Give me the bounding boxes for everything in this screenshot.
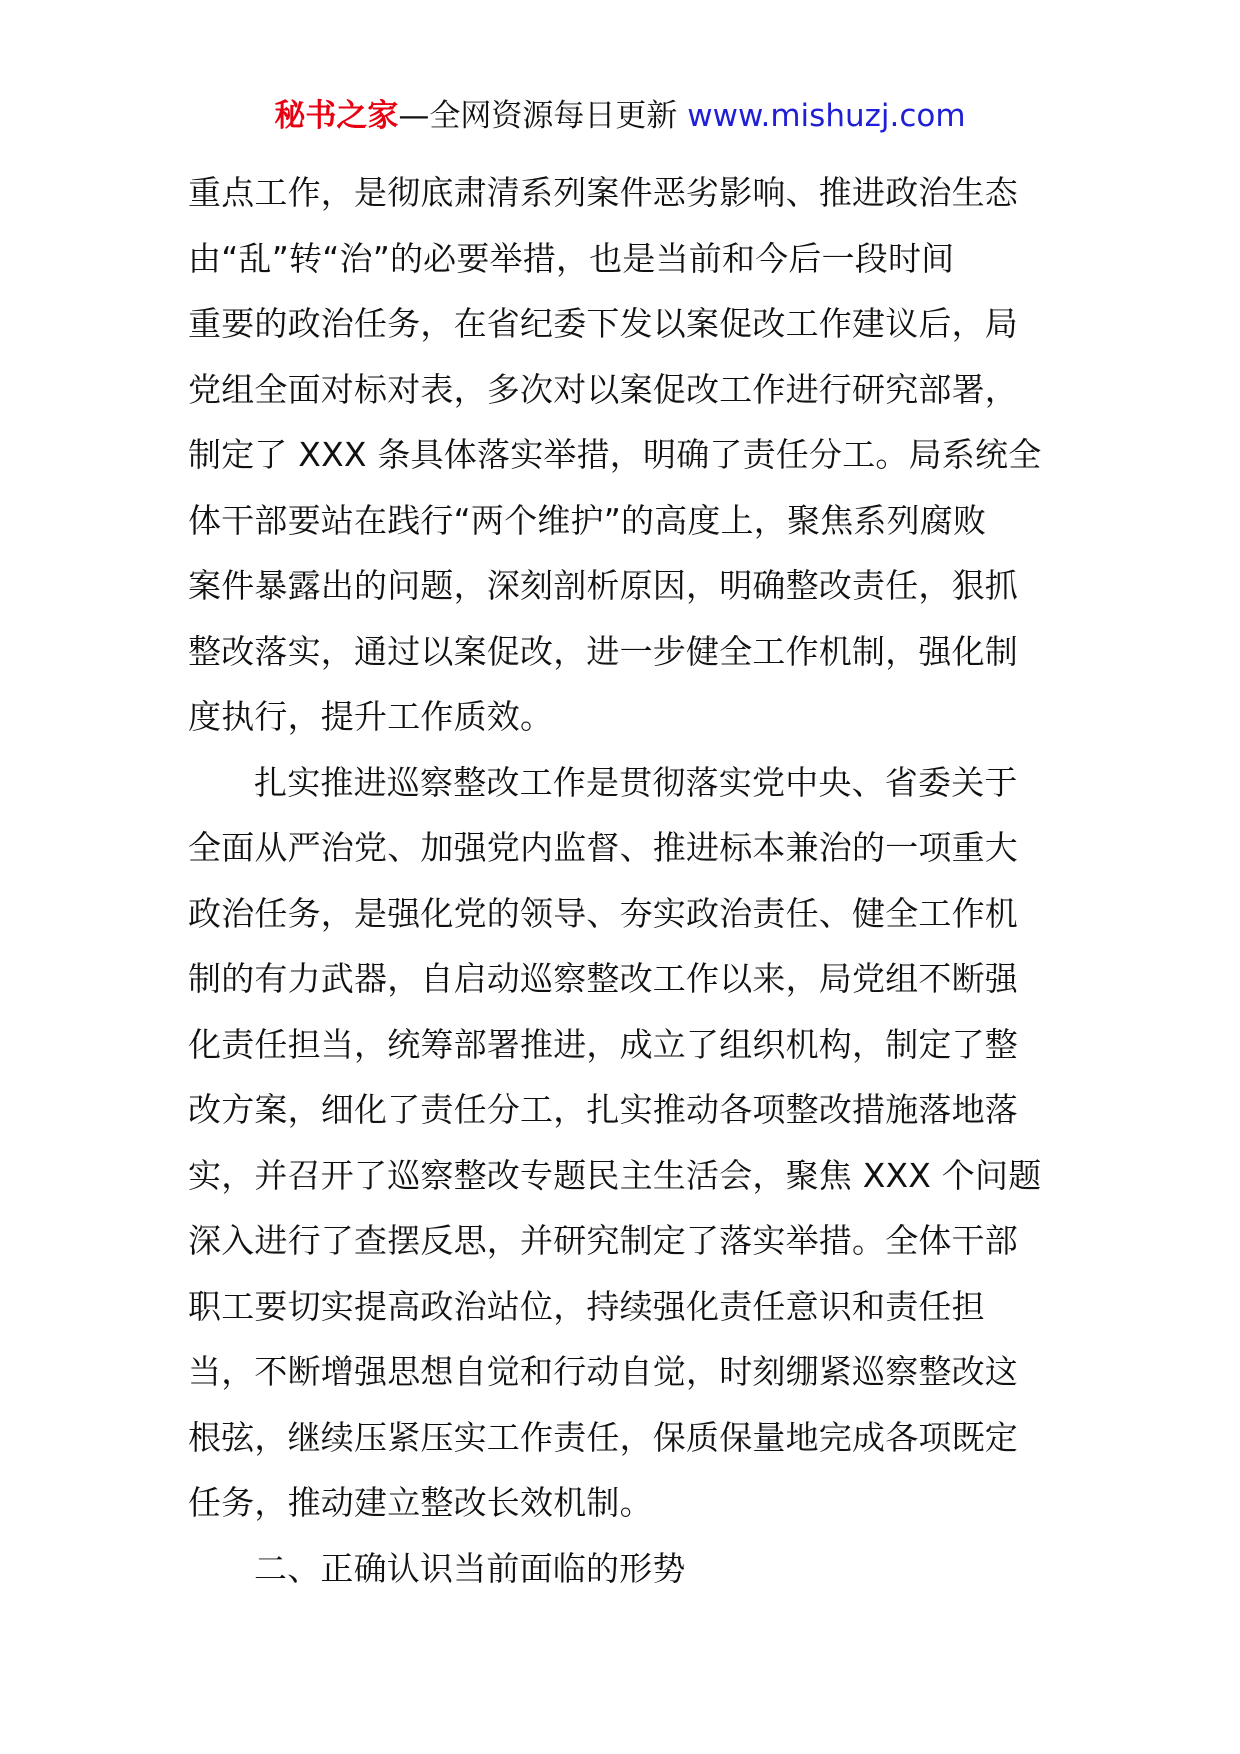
site-brand: 秘书之家 — [274, 98, 399, 134]
site-slogan: —全网资源每日更新 — [398, 98, 678, 134]
paragraph-first-line: 扎实推进巡察整改工作是贯彻落实党中央、省委关于 — [254, 762, 1018, 802]
text-line: 整改落实，通过以案促改，进一步健全工作机制，强化制 — [188, 631, 1018, 671]
site-url: www.mishuzj.com — [687, 98, 966, 134]
text-line: 改方案，细化了责任分工，扎实推动各项整改措施落地落 — [188, 1090, 1018, 1129]
text-line: 制的有力武器，自启动巡察整改工作以来，局党组不断强 — [188, 959, 1018, 998]
text-line: 制定了 XXX 条具体落实举措，明确了责任分工。局系统全 — [188, 435, 1042, 474]
text-line: 度执行，提升工作质效。 — [188, 697, 554, 736]
text-line: 全面从严治党、加强党内监督、推进标本兼治的一项重大 — [188, 828, 1018, 867]
text-line: 当，不断增强思想自觉和行动自觉，时刻绷紧巡察整改这 — [188, 1352, 1018, 1391]
text-line: 任务，推动建立整改长效机制。 — [188, 1483, 653, 1522]
text-line: 由“乱”转“治”的必要举措，也是当前和今后一段时间 — [188, 238, 955, 278]
section-heading: 二、正确认识当前面临的形势 — [254, 1548, 686, 1588]
document-body — [188, 160, 1058, 1601]
text-line: 实，并召开了巡察整改专题民主生活会，聚焦 XXX 个问题 — [188, 1155, 1042, 1195]
text-line: 根弦，继续压紧压实工作责任，保质保量地完成各项既定 — [188, 1417, 1018, 1457]
text-line: 重点工作，是彻底肃清系列案件恶劣影响、推进政治生态 — [188, 173, 1018, 212]
text-line: 职工要切实提高政治站位，持续强化责任意识和责任担 — [188, 1286, 985, 1326]
text-line: 政治任务，是强化党的领导、夯实政治责任、健全工作机 — [188, 893, 1018, 933]
site-watermark-header — [0, 96, 1240, 136]
text-line: 重要的政治任务，在省纪委下发以案促改工作建议后，局 — [188, 304, 1018, 343]
text-line: 体干部要站在践行“两个维护”的高度上，聚焦系列腐败 — [188, 500, 987, 540]
text-line: 深入进行了查摆反思，并研究制定了落实举措。全体干部 — [188, 1221, 1018, 1260]
text-line: 化责任担当，统筹部署推进，成立了组织机构，制定了整 — [188, 1024, 1018, 1064]
text-line: 党组全面对标对表，多次对以案促改工作进行研究部署， — [188, 369, 1018, 409]
text-line: 案件暴露出的问题，深刻剖析原因，明确整改责任，狠抓 — [188, 566, 1018, 605]
